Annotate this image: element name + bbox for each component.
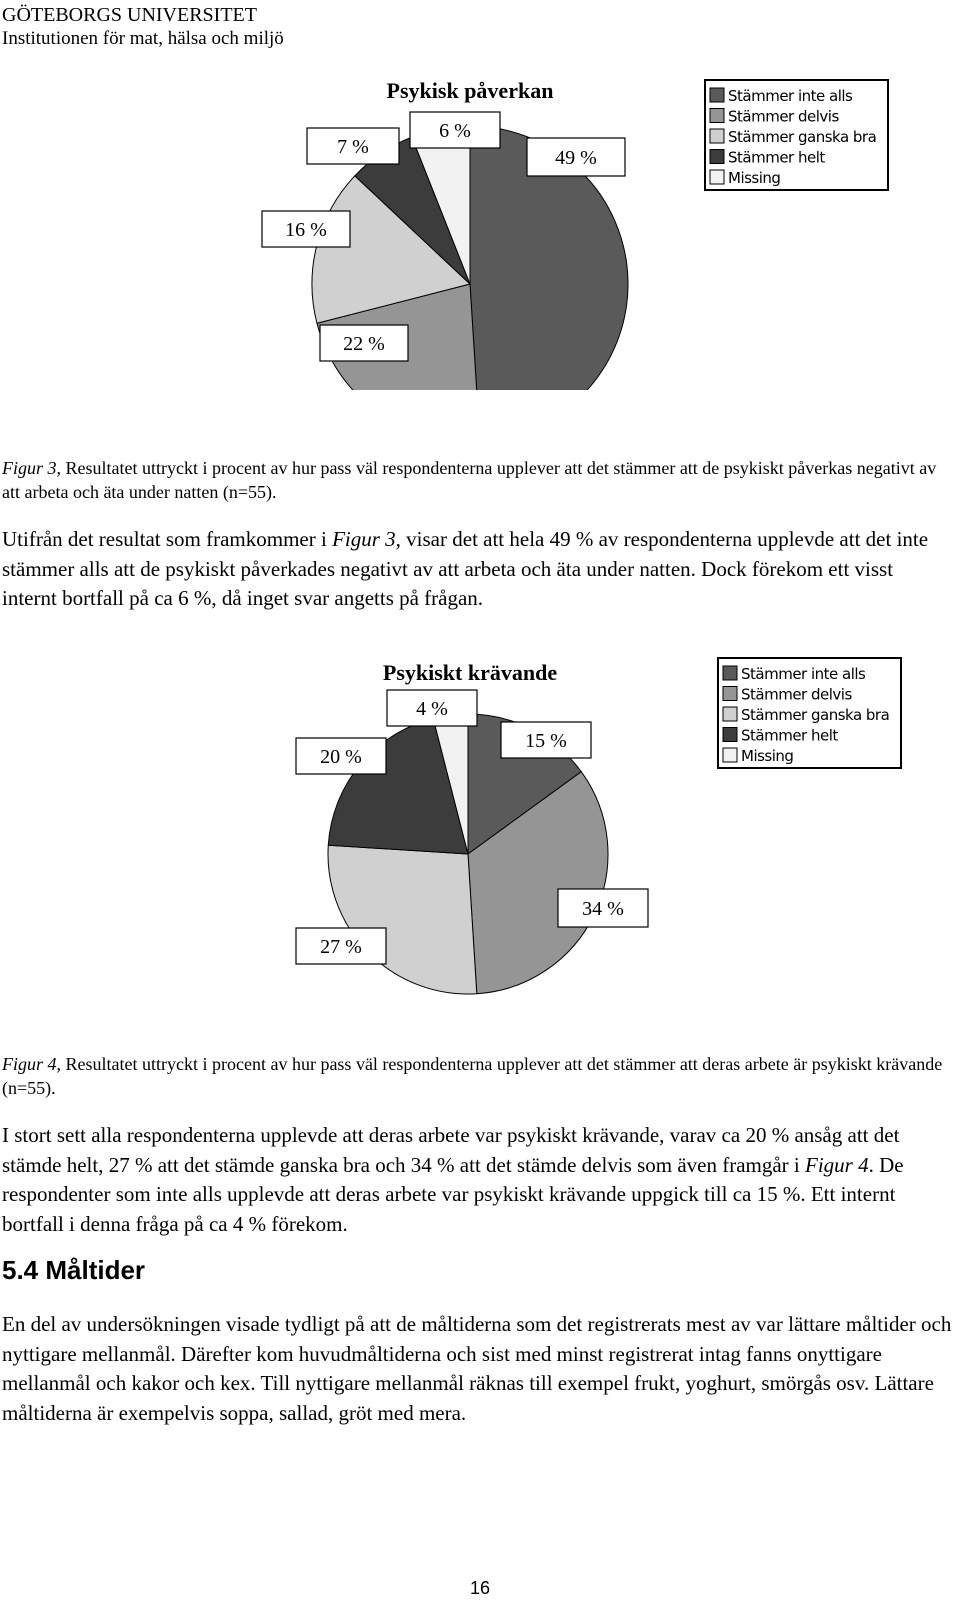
page-number: 16 xyxy=(469,1578,491,1598)
section-heading: 5.4 Måltider xyxy=(2,1255,146,1285)
chart-title: Psykiskt krävande xyxy=(382,660,558,685)
paragraph-text: Utifrån det resultat som framkommer i xyxy=(2,527,333,551)
data-label: 22 % xyxy=(343,333,385,355)
data-label: 15 % xyxy=(525,730,567,752)
legend-swatch xyxy=(723,687,737,701)
legend-entry: Stämmer ganska bra xyxy=(728,128,877,146)
legend-entry: Stämmer inte alls xyxy=(728,87,853,105)
data-label: 20 % xyxy=(320,746,362,768)
university-name: GÖTEBORGS UNIVERSITET xyxy=(2,4,257,26)
paragraph-2 xyxy=(2,1121,952,1239)
data-label: 27 % xyxy=(320,936,362,958)
legend-swatch xyxy=(723,728,737,742)
chart-title: Psykisk påverkan xyxy=(386,78,554,103)
pie-slice xyxy=(328,845,477,994)
legend-entry: Stämmer inte alls xyxy=(741,665,866,683)
legend-entry: Stämmer helt xyxy=(741,726,838,745)
legend-swatch xyxy=(710,150,724,164)
data-label: 6 % xyxy=(439,120,471,142)
caption-text: Resultatet uttryckt i procent av hur pass väl respondenterna upplever att det stämmer att deras arbete är psykiskt krävande (n=55). xyxy=(2,1054,943,1098)
legend-swatch xyxy=(710,109,724,123)
legend-swatch xyxy=(710,129,724,143)
data-label: 4 % xyxy=(416,698,448,720)
data-label: 34 % xyxy=(582,898,624,920)
legend-entry: Stämmer ganska bra xyxy=(741,706,890,724)
figure-reference: Figur 4 xyxy=(805,1152,869,1177)
legend-entry: Stämmer delvis xyxy=(741,685,852,704)
legend-entry: Stämmer delvis xyxy=(728,107,839,126)
figure-4-caption xyxy=(2,1052,952,1100)
legend-entry: Stämmer helt xyxy=(728,148,825,167)
caption-label: Figur 3, xyxy=(2,458,62,478)
pie-chart-psykisk-paverkan xyxy=(0,70,960,390)
caption-label: Figur 4, xyxy=(2,1054,62,1074)
legend-swatch xyxy=(710,88,724,102)
data-label: 7 % xyxy=(337,136,369,158)
legend-swatch xyxy=(710,170,724,184)
paragraph-text: I stort sett alla respondenterna upplevde att deras arbete var psykiskt krävande, varav ca 20 % ansåg att det stämde helt, 27 % att det stämde ganska bra och 34 % att det stämde delvis som även framgår i xyxy=(2,1123,900,1177)
legend-swatch xyxy=(723,707,737,721)
pie-chart-psykiskt-kravande xyxy=(0,650,960,1010)
paragraph-text: . De respondenter som inte alls upplevde att deras arbete var psykiskt krävande uppgick till ca 15 %. Ett internt bortfall i denna fråga på ca 4 % förekom. xyxy=(2,1152,904,1236)
paragraph-3: En del av undersökningen visade tydligt på att de måltiderna som det registrerats mest av var lättare måltider och nyttigare mellanmål. Därefter kom huvudmåltiderna och sist med minst registrerat intag fanns onyttigare mellanmål och kakor och kex. Till nyttigare mellanmål räknas till exempel frukt, yoghurt, smörgås osv. Lättare måltiderna är exempelvis soppa, sallad, gröt med mera. xyxy=(2,1312,952,1425)
data-label: 16 % xyxy=(285,219,327,241)
legend-entry: Missing xyxy=(728,169,781,187)
caption-text: Resultatet uttryckt i procent av hur pass väl respondenterna upplever att det stämmer att de psykiskt påverkas negativt av att arbeta och äta under natten (n=55). xyxy=(2,458,937,502)
legend-swatch xyxy=(723,748,737,762)
legend-swatch xyxy=(723,666,737,680)
legend-entry: Missing xyxy=(741,747,794,765)
paragraph-text: visar det att hela 49 % av respondenterna upplevde att det inte stämmer alls att de psykiskt påverkades negativt av att arbeta och äta under natten. Dock förekom ett visst internt bortfall på ca 6 %, då inget svar angetts på frågan. xyxy=(2,527,929,610)
institution-name: Institutionen för mat, hälsa och miljö xyxy=(2,28,284,49)
figure-3-caption xyxy=(2,456,952,504)
data-label: 49 % xyxy=(555,147,597,169)
figure-reference: Figur 3, xyxy=(332,527,401,551)
paragraph-1 xyxy=(2,525,952,614)
